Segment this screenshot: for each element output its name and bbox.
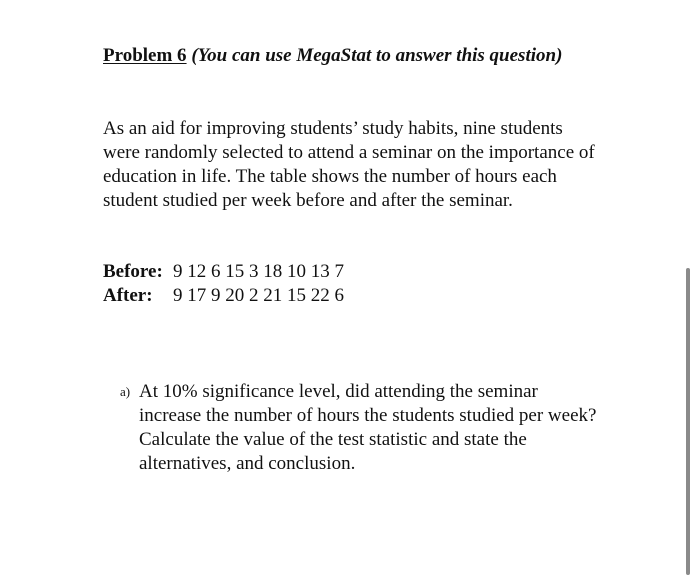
problem-intro: As an aid for improving students’ study habits, nine students were randomly selected to attend a seminar on the importance of education in life. The table shows the number of hours each student studied per week before and after the seminar.: [103, 118, 595, 211]
vertical-scrollbar[interactable]: [686, 268, 690, 575]
after-values: 9 17 9 20 2 21 15 22 6: [173, 285, 344, 306]
after-label: After:: [103, 285, 153, 306]
before-label: Before:: [103, 261, 163, 282]
before-values: 9 12 6 15 3 18 10 13 7: [173, 261, 344, 282]
problem-number: Problem 6: [103, 45, 187, 66]
question-text: At 10% significance level, did attending the seminar increase the number of hours the students studied per week? Calculate the value of the test statistic and state the alternatives, and conclusion.: [139, 381, 597, 474]
problem-note: (You can use MegaStat to answer this question): [191, 45, 563, 66]
question-marker: a): [120, 384, 131, 399]
before-row: [103, 260, 344, 284]
after-row: [103, 284, 344, 308]
problem-heading: [103, 44, 573, 68]
